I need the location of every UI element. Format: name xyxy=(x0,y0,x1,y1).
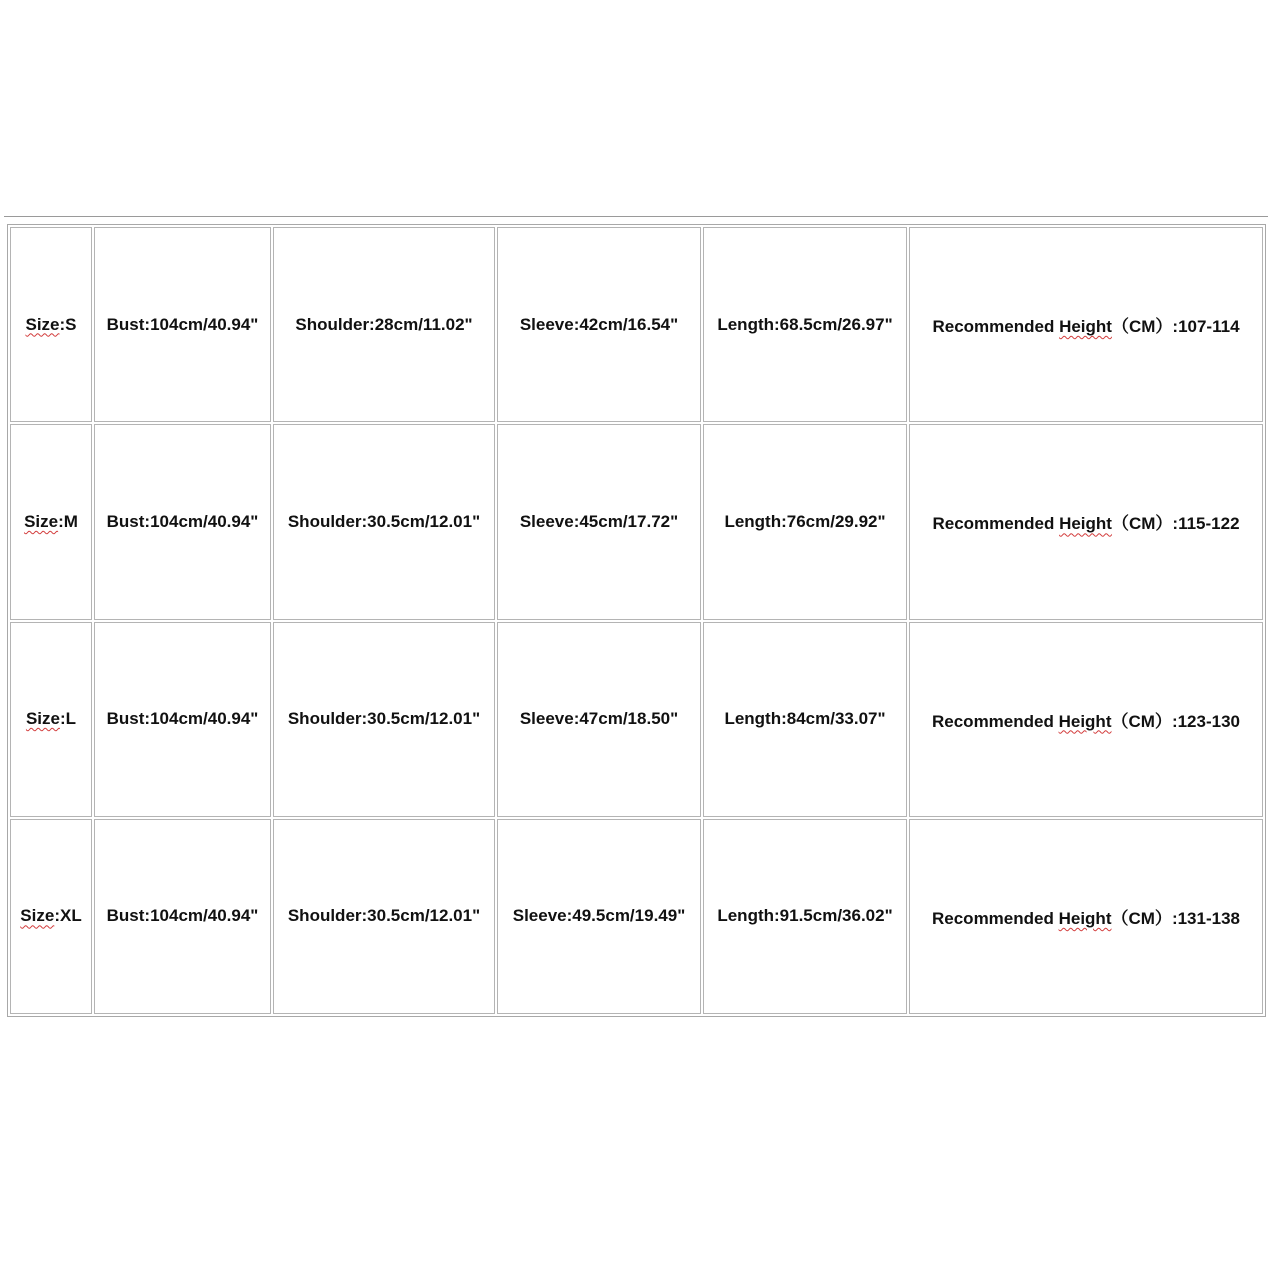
bust-cell: Bust:104cm/40.94" xyxy=(94,424,271,619)
shoulder-cell: Shoulder:30.5cm/12.01" xyxy=(273,819,495,1014)
recommended-height-cell xyxy=(909,424,1263,619)
sleeve-cell: Sleeve:45cm/17.72" xyxy=(497,424,701,619)
recommended-label: Recommended xyxy=(932,711,1059,731)
shoulder-cell: Shoulder:28cm/11.02" xyxy=(273,227,495,422)
recommended-label: Recommended xyxy=(932,908,1059,928)
length-cell: Length:68.5cm/26.97" xyxy=(703,227,907,422)
length-cell: Length:91.5cm/36.02" xyxy=(703,819,907,1014)
height-range: :115-122 xyxy=(1172,514,1240,534)
shoulder-cell: Shoulder:30.5cm/12.01" xyxy=(273,424,495,619)
table-row-size-xl xyxy=(10,819,1263,1014)
height-unit: （CM） xyxy=(1111,908,1172,928)
height-range: :131-138 xyxy=(1171,908,1240,928)
bust-cell: Bust:104cm/40.94" xyxy=(94,227,271,422)
recommended-height-cell xyxy=(909,819,1263,1014)
height-unit: （CM） xyxy=(1111,711,1172,731)
sleeve-cell: Sleeve:49.5cm/19.49" xyxy=(497,819,701,1014)
table-row-size-s xyxy=(10,227,1263,422)
height-word: Height xyxy=(1059,514,1112,534)
height-word: Height xyxy=(1059,317,1112,337)
top-divider xyxy=(4,216,1268,217)
length-cell: Length:76cm/29.92" xyxy=(703,424,907,619)
size-cell xyxy=(10,424,92,619)
size-cell xyxy=(10,819,92,1014)
bust-cell: Bust:104cm/40.94" xyxy=(94,622,271,817)
height-unit: （CM） xyxy=(1111,317,1173,337)
size-cell xyxy=(10,622,92,817)
table-row-size-l xyxy=(10,622,1263,817)
recommended-label: Recommended xyxy=(932,317,1060,337)
size-value: :XL xyxy=(54,906,82,926)
height-unit: （CM） xyxy=(1111,514,1173,534)
recommended-label: Recommended xyxy=(932,514,1060,534)
sleeve-cell: Sleeve:42cm/16.54" xyxy=(497,227,701,422)
height-word: Height xyxy=(1058,711,1112,731)
size-label: Size xyxy=(25,709,60,729)
bust-cell: Bust:104cm/40.94" xyxy=(94,819,271,1014)
size-chart-table xyxy=(7,224,1266,1017)
height-range: :107-114 xyxy=(1172,317,1240,337)
size-value: :S xyxy=(59,314,77,334)
sleeve-cell: Sleeve:47cm/18.50" xyxy=(497,622,701,817)
recommended-height-cell xyxy=(909,622,1263,817)
size-cell xyxy=(10,227,92,422)
size-label: Size xyxy=(25,314,60,334)
size-value: :L xyxy=(59,709,77,729)
height-range: :123-130 xyxy=(1171,711,1240,731)
recommended-height-cell xyxy=(909,227,1263,422)
size-value: :M xyxy=(58,511,78,531)
length-cell: Length:84cm/33.07" xyxy=(703,622,907,817)
table-row-size-m xyxy=(10,424,1263,619)
shoulder-cell: Shoulder:30.5cm/12.01" xyxy=(273,622,495,817)
size-label: Size xyxy=(20,906,55,926)
height-word: Height xyxy=(1058,908,1112,928)
size-label: Size xyxy=(24,511,59,531)
